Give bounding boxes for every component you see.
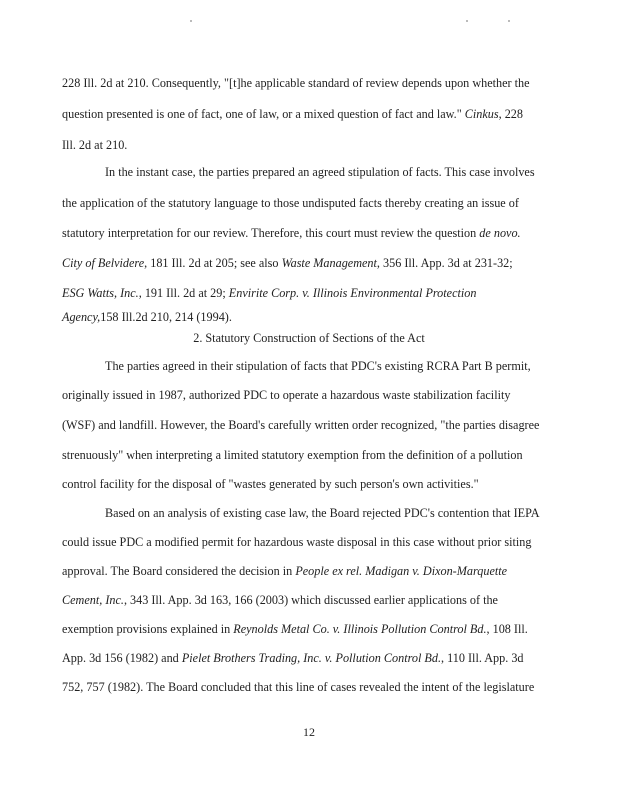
- text-line: statutory interpretation for our review. Therefore, this court must review the question de novo.: [62, 226, 521, 240]
- text-line: Agency,158 Ill.2d 210, 214 (1994).: [62, 310, 232, 324]
- text-line: 228 Ill. 2d at 210. Consequently, "[t]he applicable standard of review depends upon whether the: [62, 76, 530, 90]
- text-line: City of Belvidere, 181 Ill. 2d at 205; see also Waste Management, 356 Ill. App. 3d at 231-32;: [62, 256, 513, 270]
- scan-speck: [466, 20, 468, 22]
- text-line: originally issued in 1987, authorized PDC to operate a hazardous waste stabilization facility: [62, 388, 511, 402]
- text-line: exemption provisions explained in Reynolds Metal Co. v. Illinois Pollution Control Bd., 108 Ill.: [62, 622, 528, 636]
- text-line: the application of the statutory language to those undisputed facts thereby creating an issue of: [62, 196, 519, 210]
- text-line: In the instant case, the parties prepared an agreed stipulation of facts. This case involves: [105, 165, 535, 179]
- text-line: question presented is one of fact, one of law, or a mixed question of fact and law." Cinkus, 228: [62, 107, 523, 121]
- text-line: could issue PDC a modified permit for hazardous waste disposal in this case without prior siting: [62, 535, 532, 549]
- page-number: 12: [303, 725, 315, 739]
- text-line: 752, 757 (1982). The Board concluded that this line of cases revealed the intent of the legislature: [62, 680, 535, 694]
- text-line: (WSF) and landfill. However, the Board's carefully written order recognized, "the parties disagree: [62, 418, 540, 432]
- section-heading: 2. Statutory Construction of Sections of the Act: [193, 331, 425, 345]
- text-line: Ill. 2d at 210.: [62, 138, 128, 152]
- text-line: approval. The Board considered the decision in People ex rel. Madigan v. Dixon-Marquette: [62, 564, 508, 578]
- text-line: Based on an analysis of existing case law, the Board rejected PDC's contention that IEPA: [105, 506, 540, 520]
- scan-speck: [508, 20, 510, 22]
- text-line: App. 3d 156 (1982) and Pielet Brothers Trading, Inc. v. Pollution Control Bd., 110 Ill. App. 3d: [62, 651, 524, 665]
- text-line: The parties agreed in their stipulation of facts that PDC's existing RCRA Part B permit,: [105, 359, 531, 373]
- text-line: Cement, Inc., 343 Ill. App. 3d 163, 166 (2003) which discussed earlier applications of the: [62, 593, 498, 607]
- text-line: ESG Watts, Inc., 191 Ill. 2d at 29; Envirite Corp. v. Illinois Environmental Protection: [62, 286, 477, 300]
- text-line: control facility for the disposal of "wastes generated by such person's own activities.": [62, 477, 479, 491]
- scan-speck: [190, 20, 192, 22]
- text-line: strenuously" when interpreting a limited statutory exemption from the definition of a pollution: [62, 448, 523, 462]
